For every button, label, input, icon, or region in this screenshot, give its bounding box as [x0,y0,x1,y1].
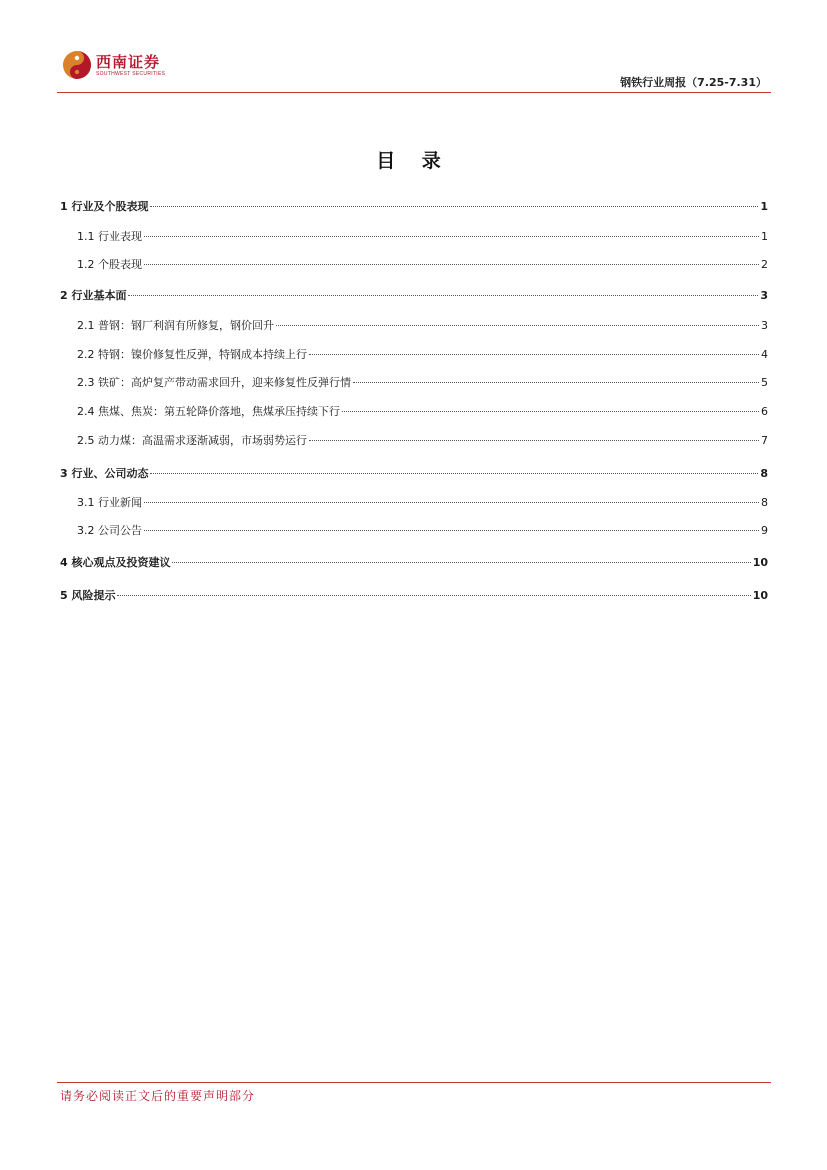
toc-entry[interactable] [77,432,768,448]
toc-entry[interactable] [60,287,768,303]
toc-entry[interactable] [60,198,768,214]
logo-chinese-name: 西南证券 [96,52,161,71]
toc-entry[interactable] [60,554,768,570]
toc-entry-page: 9 [761,524,768,537]
toc-entry-label: 2 行业基本面 [60,289,127,302]
toc-entry-label: 3 行业、公司动态 [60,467,149,480]
toc-entry-label: 1.1 行业表现 [77,230,142,243]
toc-dot-leader [144,530,759,531]
toc-entry-label: 2.3 铁矿：高炉复产带动需求回升，迎来修复性反弹行情 [77,376,351,389]
toc-dot-leader [172,562,750,563]
toc-entry-page: 1 [761,230,768,243]
toc-entry-label: 3.1 行业新闻 [77,496,142,509]
toc-entry[interactable] [77,374,768,390]
toc-entry-label: 1.2 个股表现 [77,258,142,271]
toc-entry[interactable] [77,228,768,244]
toc-dot-leader [117,595,750,596]
toc-entry[interactable] [77,346,768,362]
toc-dot-leader [128,295,758,296]
toc-entry-label: 2.4 焦煤、焦炭：第五轮降价落地，焦煤承压持续下行 [77,405,340,418]
report-title: 钢铁行业周报（7.25-7.31） [620,76,767,89]
toc-entry-label: 2.5 动力煤：高温需求逐渐减弱，市场弱势运行 [77,434,307,447]
toc-entry-label: 2.2 特钢：镍价修复性反弹，特钢成本持续上行 [77,348,307,361]
toc-entry-label: 4 核心观点及投资建议 [60,556,171,569]
toc-entry-page: 5 [761,376,768,389]
toc-entry-page: 3 [761,319,768,332]
toc-entry-page: 3 [760,289,768,302]
toc-entry-label: 2.1 普钢：钢厂利润有所修复，钢价回升 [77,319,274,332]
toc-entry-label: 5 风险提示 [60,589,116,602]
toc-dot-leader [353,382,759,383]
toc-dot-leader [144,264,759,265]
toc-entry[interactable] [60,465,768,481]
toc-entry-page: 4 [761,348,768,361]
toc-entry-label: 3.2 公司公告 [77,524,142,537]
toc-heading: 目 录 [376,150,451,172]
toc-dot-leader [342,411,759,412]
toc-dot-leader [144,502,759,503]
toc-entry-page: 1 [760,200,768,213]
toc-entry-page: 7 [761,434,768,447]
toc-entry-label: 1 行业及个股表现 [60,200,149,213]
toc-dot-leader [144,236,759,237]
toc-entry[interactable] [77,317,768,333]
logo-english-name: SOUTHWEST SECURITIES [96,70,166,77]
toc-dot-leader [150,206,758,207]
toc-entry[interactable] [77,522,768,538]
toc-entry-page: 8 [760,467,768,480]
toc-dot-leader [309,440,759,441]
toc-dot-leader [150,473,758,474]
toc-entry[interactable] [77,256,768,272]
toc-entry[interactable] [60,587,768,603]
toc-dot-leader [309,354,759,355]
toc-entry-page: 8 [761,496,768,509]
footer-disclaimer: 请务必阅读正文后的重要声明部分 [60,1089,256,1103]
toc-entry-page: 10 [752,556,768,569]
toc-dot-leader [276,325,759,326]
toc-entry[interactable] [77,403,768,419]
footer-divider [57,1082,771,1083]
company-logo [62,50,165,80]
toc-entry-page: 2 [761,258,768,271]
header-divider [57,92,771,93]
toc-entry[interactable] [77,494,768,510]
toc-entry-page: 10 [752,589,768,602]
southwest-securities-logo-icon [62,50,92,80]
toc-entry-page: 6 [761,405,768,418]
